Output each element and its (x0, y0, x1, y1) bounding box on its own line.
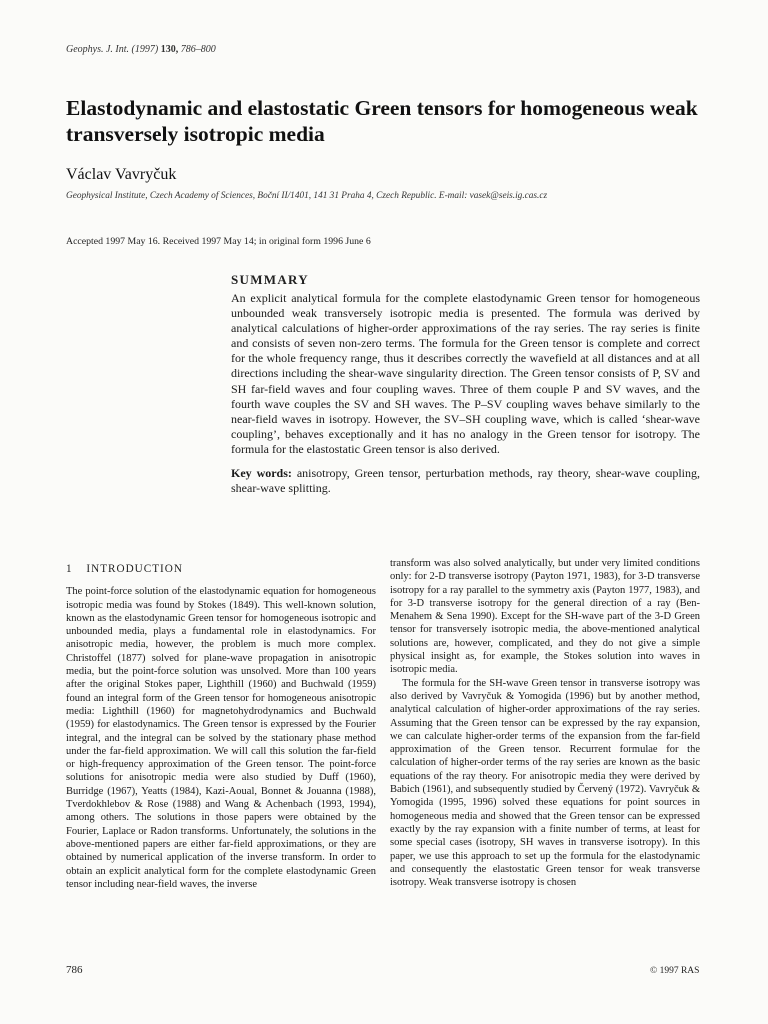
summary-heading: SUMMARY (231, 272, 309, 287)
right-column (390, 557, 700, 889)
journal-name: Geophys. J. Int. (66, 44, 130, 55)
journal-reference (66, 44, 216, 55)
section-heading-introduction (66, 563, 376, 576)
journal-volume: 130, (160, 44, 179, 55)
paper-title: Elastodynamic and elastostatic Green tensors for homogeneous weak transversely isotropic media (66, 96, 698, 146)
page-number: 786 (66, 964, 83, 976)
keywords-label: Key words: (231, 466, 292, 481)
section-number: 1 (66, 563, 73, 575)
summary-text: An explicit analytical formula for the complete elastodynamic Green tensor for homogeneous unbounded weak transversely isotropic media is presented. The formula was derived by analytical calculations of higher-order approximations of the ray series. The ray series is finite and consists of seven non-zero terms. The formula for the Green tensor is complete and correct for the whole frequency range, thus it describes correctly the wavefield at all distances and at all directions including the shear-wave singularity direction. The Green tensor consists of P, SV and SH far-field waves and four coupling waves. Three of them couple P and SV waves, and the fourth wave couples the SV and SH waves. The P–SV coupling waves behave similarly to the near-field waves in isotropy. However, the SV–SH coupling wave, which is called ‘shear-wave coupling’, behaves exceptionally and it has no analogy in the Green tensor for isotropy. The formula for the elastostatic Green tensor is also derived. (231, 291, 700, 456)
section-title: INTRODUCTION (86, 563, 183, 575)
author-affiliation: Geophysical Institute, Czech Academy of Sciences, Boční II/1401, 141 31 Praha 4, Czech Republic. E-mail: vasek@seis.ig.cas.cz (66, 191, 548, 201)
summary-block (231, 272, 700, 496)
intro-paragraph-left: The point-force solution of the elastodynamic equation for homogeneous isotropic media was found by Stokes (1849). This well-known solution, known as the elastodynamic Green tensor for homogeneous isotropic and unbounded media, plays a fundamental role in elastodynamics. For anisotropic media, however, the problem is much more complex. Christoffel (1877) solved for plane-wave propagation in anisotropic media, but the point-force solution was unsolved. More than 100 years after the original Stokes paper, Lighthill (1960) and Buchwald (1959) found an integral form of the Green tensor for homogeneous anisotropic media: Lighthill (1960) for magnetohydrodynamics and Buchwald (1959) for elastodynamics. The Green tensor is expressed by the Fourier integral, and the integral can be solved by the stationary phase method under the far-field approximation. We will call this solution the far-field or high-frequency approximation of the Green tensor. The point-force solutions for anisotropic media were also studied by Duff (1960), Burridge (1967), Yeatts (1984), Kazi-Aoual, Bonnet & Jouanna (1988), Tverdokhlebov & Rose (1988) and Wang & Achenbach (1993, 1994), among others. The solutions in those papers were obtained by the Fourier, Laplace or Radon transforms. Unfortunately, the solutions in the above-mentioned papers are either far-field approximations, or they are obtained by numerical application of the inverse transform. In order to obtain an explicit analytical form for the complete elastodynamic Green tensor including near-field waves, the inverse (66, 586, 376, 890)
intro-paragraph-right-2: The formula for the SH-wave Green tensor in transverse isotropy was also derived by Vavryčuk & Yomogida (1996) but by another method, analytical calculation of higher-order approximations of the ray series. Assuming that the Green tensor can be expressed by the ray expansion, we can calculate higher-order terms of the expansion from the far-field approximation of the Green tensor. Recurrent formulae for the calculation of higher-order terms of the ray series are known as the basic equations of the ray theory. For anisotropic media they were derived by Babich (1961), and subsequently studied by Červený (1972). Vavryčuk & Yomogida (1995, 1996) solved these equations for point sources in homogeneous media and showed that the Green tensor can be expressed exactly by the ray expansion with a finite number of terms, at least for some special cases (isotropy, SH waves in transverse isotropy). In this paper, we use this approach to set up the formula for the elastodynamic and consequently the elastostatic Green tensor for weak transverse isotropy. Weak transverse isotropy is chosen (390, 677, 700, 889)
left-column (66, 557, 376, 891)
intro-paragraph-right-1: transform was also solved analytically, but under very limited conditions only: for 2-D transverse isotropy (Payton 1971, 1983), for 3-D transverse isotropy for a ray parallel to the symmetry axis (Payton 1977, 1983), and for 3-D transverse isotropy for the general direction of a ray (Ben-Menahem & Sena 1990). Except for the SH-wave part of the 3-D Green tensor for transversely isotropic media, the above-mentioned analytical solutions are, however, complicated, and they do not give a simple physical insight as, for example, the Stokes solution into waves in isotropic media. (390, 558, 700, 676)
author-name: Václav Vavryčuk (66, 166, 177, 183)
journal-pages: 786–800 (180, 44, 216, 55)
copyright-notice: © 1997 RAS (650, 966, 700, 976)
keywords-text: anisotropy, Green tensor, perturbation methods, ray theory, shear-wave coupling, shear-wave splitting. (231, 466, 700, 496)
accepted-dates: Accepted 1997 May 16. Received 1997 May 14; in original form 1996 June 6 (66, 236, 371, 247)
journal-year: (1997) (131, 44, 159, 55)
keywords (231, 466, 700, 496)
